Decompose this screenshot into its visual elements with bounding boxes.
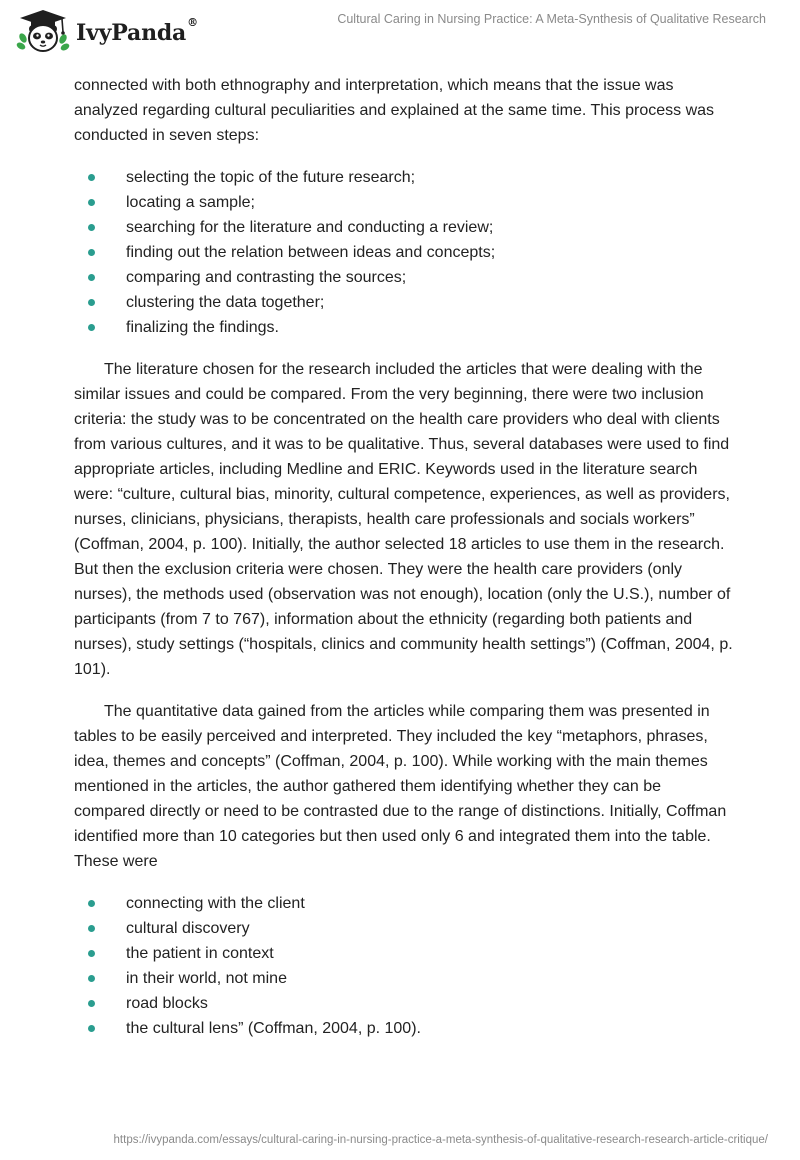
bullet-icon bbox=[88, 900, 95, 907]
document-title: Cultural Caring in Nursing Practice: A Meta-Synthesis of Qualitative Research bbox=[337, 12, 766, 26]
bullet-icon bbox=[88, 249, 95, 256]
document-body bbox=[74, 73, 734, 1058]
source-url[interactable]: https://ivypanda.com/essays/cultural-caring-in-nursing-practice-a-meta-synthesis-of-qualitative-research-research-article-critique/ bbox=[113, 1134, 768, 1146]
list-item: the patient in context bbox=[74, 941, 734, 966]
brand-name: IvyPanda® bbox=[76, 16, 198, 46]
panda-graduate-icon bbox=[16, 8, 70, 54]
registered-mark: ® bbox=[187, 16, 198, 29]
list-item: comparing and contrasting the sources; bbox=[74, 265, 734, 290]
themes-list bbox=[74, 891, 734, 1041]
brand-logo[interactable] bbox=[16, 8, 198, 54]
bullet-icon bbox=[88, 299, 95, 306]
list-item: selecting the topic of the future research; bbox=[74, 165, 734, 190]
bullet-icon bbox=[88, 199, 95, 206]
bullet-icon bbox=[88, 950, 95, 957]
list-item: the cultural lens” (Coffman, 2004, p. 100). bbox=[74, 1016, 734, 1041]
steps-list bbox=[74, 165, 734, 340]
list-item: clustering the data together; bbox=[74, 290, 734, 315]
bullet-icon bbox=[88, 174, 95, 181]
bullet-icon bbox=[88, 1000, 95, 1007]
list-item: finalizing the findings. bbox=[74, 315, 734, 340]
literature-paragraph: The literature chosen for the research included the articles that were dealing with the similar issues and could be compared. From the very beginning, there were two inclusion criteria: the study was to be concentrated on the health care providers who deal with clients from various cultures, and it was to be qualitative. Thus, several databases were used to find appropriate articles, including Medline and ERIC. Keywords used in the literature search were: “culture, cultural bias, minority, cultural competence, experiences, as well as providers, nurses, clinicians, physicians, therapists, health care professionals and socials workers” (Coffman, 2004, p. 100). Initially, the author selected 18 articles to use them in the research. But then the exclusion criteria were chosen. They were the health care providers (only nurses), the methods used (observation was not enough), location (only the U.S.), number of participants (from 7 to 767), information about the ethnicity (regarding both patients and nurses), study settings (“hospitals, clinics and community health settings”) (Coffman, 2004, p. 101). bbox=[74, 361, 733, 678]
list-item: in their world, not mine bbox=[74, 966, 734, 991]
bullet-icon bbox=[88, 925, 95, 932]
bullet-icon bbox=[88, 1025, 95, 1032]
list-item: road blocks bbox=[74, 991, 734, 1016]
list-item: locating a sample; bbox=[74, 190, 734, 215]
bullet-icon bbox=[88, 274, 95, 281]
page-header bbox=[0, 0, 800, 60]
quantitative-paragraph: The quantitative data gained from the articles while comparing them was presented in tables to be easily perceived and interpreted. They included the key “metaphors, phrases, idea, themes and concepts” (Coffman, 2004, p. 100). While working with the main themes mentioned in the articles, the author gathered them identifying whether they can be compared directly or need to be contrasted due to the range of distinctions. Initially, Coffman identified more than 10 categories but then used only 6 and integrated them into the table. These were bbox=[74, 703, 727, 870]
list-item: searching for the literature and conducting a review; bbox=[74, 215, 734, 240]
list-item: connecting with the client bbox=[74, 891, 734, 916]
list-item: cultural discovery bbox=[74, 916, 734, 941]
intro-paragraph: connected with both ethnography and interpretation, which means that the issue was analyzed regarding cultural peculiarities and explained at the same time. This process was conducted in seven steps: bbox=[74, 77, 715, 144]
list-item: finding out the relation between ideas and concepts; bbox=[74, 240, 734, 265]
bullet-icon bbox=[88, 224, 95, 231]
bullet-icon bbox=[88, 975, 95, 982]
bullet-icon bbox=[88, 324, 95, 331]
